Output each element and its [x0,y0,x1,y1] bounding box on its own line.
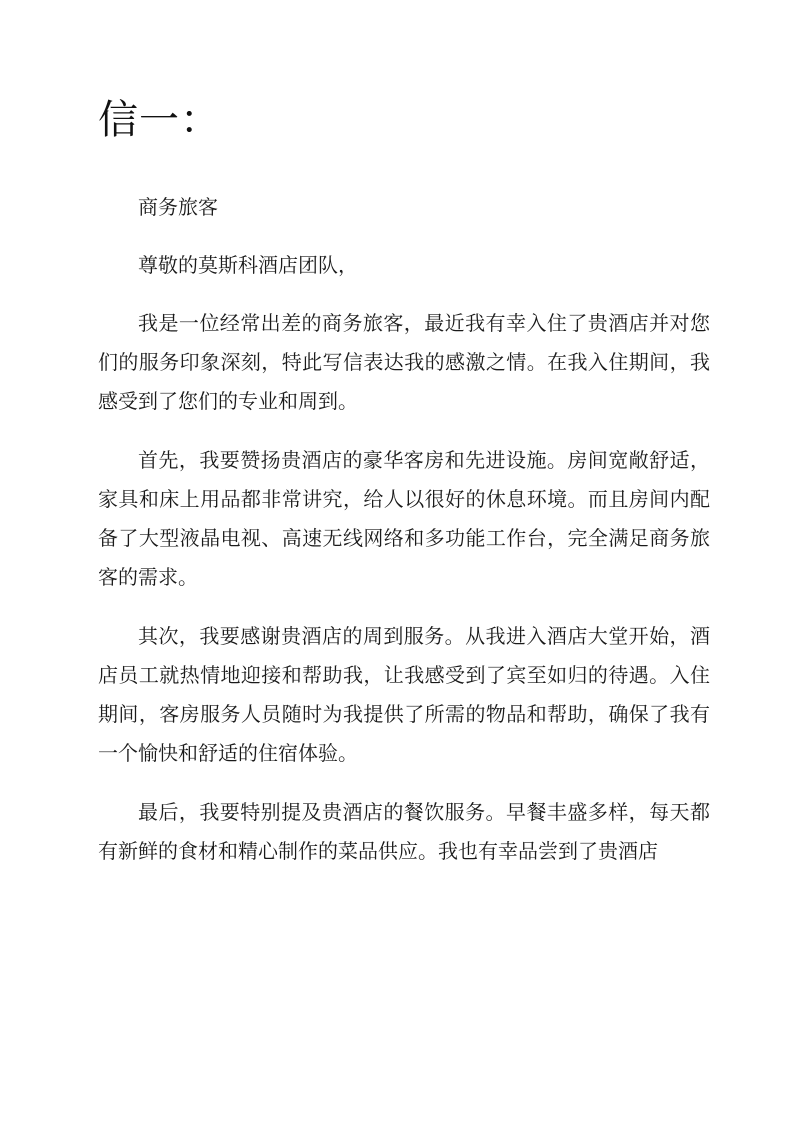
letter-paragraph-rooms: 首先，我要赞扬贵酒店的豪华客房和先进设施。房间宽敞舒适，家具和床上用品都非常讲究，给人以很好的休息环境。而且房间内配备了大型液晶电视、高速无线网络和多功能工作台，完全满足商务旅客的需求。 [98,448,710,589]
letter-paragraph-intro: 我是一位经常出差的商务旅客，最近我有幸入住了贵酒店并对您们的服务印象深刻，特此写信表达我的感激之情。在我入住期间，我感受到了您们的专业和周到。 [98,311,710,413]
letter-title: 信一： [98,97,221,143]
letter-paragraph-dining: 最后，我要特别提及贵酒店的餐饮服务。早餐丰盛多样，每天都有新鲜的食材和精心制作的菜品供应。我也有幸品尝到了贵酒店 [98,800,710,863]
letter-body [98,188,710,891]
letter-sender-line: 商务旅客 [138,195,218,219]
letter-salutation: 尊敬的莫斯科酒店团队， [138,253,358,277]
letter-paragraph-service: 其次，我要感谢贵酒店的周到服务。从我进入酒店大堂开始，酒店员工就热情地迎接和帮助我，让我感受到了宾至如归的待遇。入住期间，客房服务人员随时为我提供了所需的物品和帮助，确保了我有一个愉快和舒适的住宿体验。 [98,624,710,765]
